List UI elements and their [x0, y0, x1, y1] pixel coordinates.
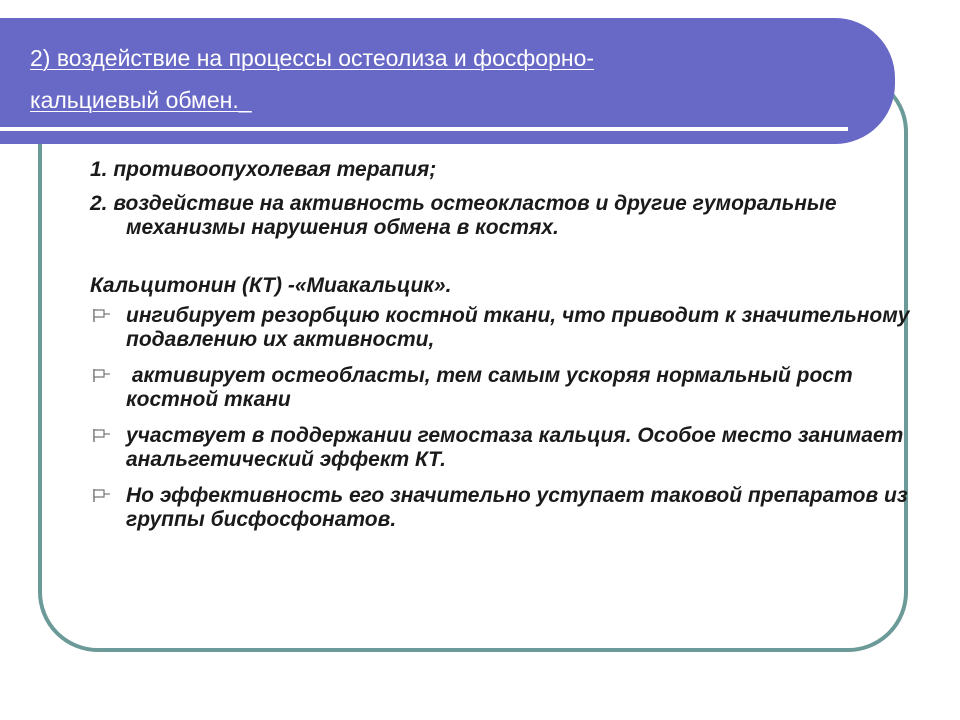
flag-bullet-icon — [90, 426, 112, 446]
numbered-item: 2. воздействие на активность остеокластов и другие гуморальные механизмы нарушения обмена в костях. — [90, 192, 837, 239]
bullet-text: активирует остеобласты, тем самым ускоряя нормальный рост костной ткани — [126, 364, 859, 411]
bullet-text: участвует в поддержании гемостаза кальция. Особое место занимает анальгетический эффект КТ. — [126, 424, 904, 471]
title-divider — [0, 127, 848, 131]
calcitonin-heading: Кальцитонин (КТ) -«Миакальцик». — [90, 274, 452, 297]
bullet-item — [90, 304, 920, 352]
bullet-item — [90, 364, 920, 412]
title-line-1: 2) воздействие на процессы остеолиза и фосфорно- — [30, 45, 595, 71]
slide-title — [30, 37, 790, 121]
bullet-item — [90, 484, 920, 532]
flag-bullet-icon — [90, 306, 112, 326]
bullet-text: Но эффективность его значительно уступает таковой препаратов из группы бисфосфонатов. — [126, 484, 908, 531]
flag-bullet-icon — [90, 366, 112, 386]
bullet-item — [90, 424, 920, 472]
title-line-2: кальциевый обмен._ — [30, 87, 252, 113]
bullet-text: ингибирует резорбцию костной ткани, что приводит к значительному подавлению их активности, — [126, 304, 910, 351]
slide-body — [90, 158, 920, 544]
title-bar — [0, 18, 895, 144]
flag-bullet-icon — [90, 486, 112, 506]
numbered-item: 1. противоопухолевая терапия; — [90, 158, 437, 181]
